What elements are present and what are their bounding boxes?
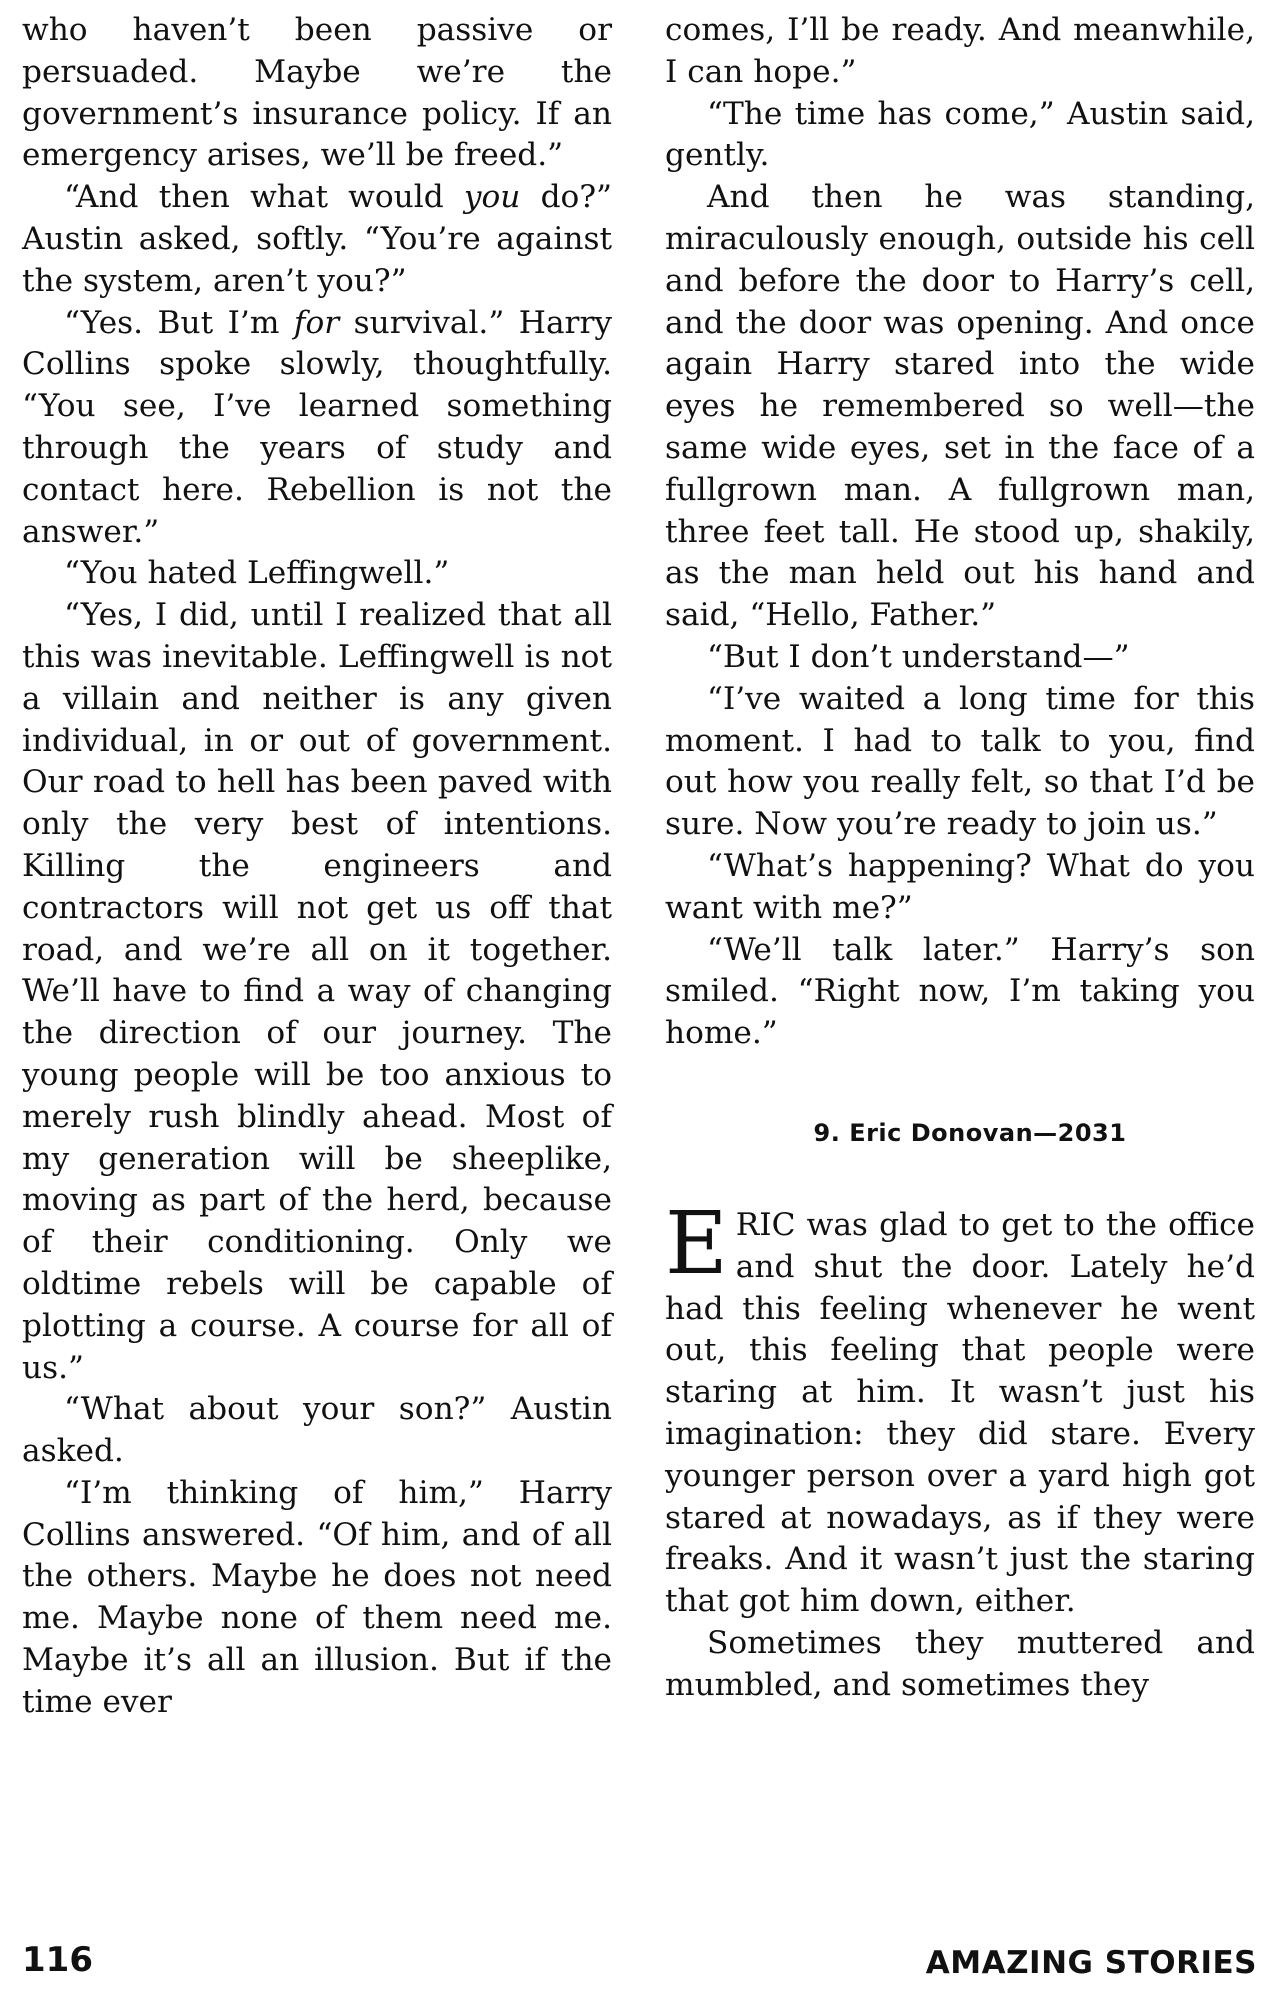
paragraph: comes, I’ll be ready. And meanwhile, I can hope.” bbox=[665, 12, 1255, 90]
paragraph: “I’m thinking of him,” Harry Collins answered. “Of him, and of all the others. Maybe he does not need me. Maybe none of them need me. Maybe it’s all an illusion. But if the time ever bbox=[22, 1474, 612, 1720]
paragraph: “We’ll talk later.” Harry’s son smiled. “Right now, I’m taking you home.” bbox=[665, 931, 1255, 1052]
left-column bbox=[22, 10, 612, 1724]
page-number: 116 bbox=[22, 1940, 93, 1980]
paragraph: “But I don’t understand—” bbox=[707, 638, 1130, 675]
paragraph: ERIC was glad to get to the office and shut the door. Lately he’d had this feeling whenever he went out, this feeling that people were staring at him. It wasn’t just his imagination: they did stare. Every younger person over a yard high got stared at nowadays, as if they were freaks. And it wasn’t just the staring that got him down, either. bbox=[665, 1193, 1255, 1620]
paragraph: And then he was standing, miraculously enough, outside his cell and before the door to Harry’s cell, and the door was opening. And once again Harry stared into the wide eyes he remembered so well—the same wide eyes, set in the face of a fullgrown man. A fullgrown man, three feet tall. He stood up, shakily, as the man held out his hand and said, “Hello, Father.” bbox=[665, 179, 1255, 634]
paragraph: “And then what would you do?” Austin asked, softly. “You’re against the system, aren’t you?” bbox=[22, 179, 612, 299]
paragraph: “Yes, I did, until I realized that all this was inevitable. Leffingwell is not a villain and neither is any given individual, in or out of government. Our road to hell has been paved with only the very best of intentions. Killing the engineers and contractors will not get us off that road, and we’re all on it together. We’ll have to find a way of changing the direction of our journey. The young people will be too anxious to merely rush blindly ahead. Most of my generation will be sheeplike, moving as part of the herd, because of their conditioning. Only we oldtime rebels will be capable of plotting a course. A course for all of us.” bbox=[22, 597, 612, 1386]
paragraph: “What’s happening? What do you want with me?” bbox=[665, 847, 1255, 926]
section-heading: 9. Eric Donovan—2031 bbox=[813, 1118, 1127, 1147]
paragraph: “You hated Leffingwell.” bbox=[64, 555, 450, 592]
paragraph: Sometimes they muttered and mumbled, and sometimes they bbox=[665, 1624, 1255, 1703]
paragraph: “What about your son?” Austin asked. bbox=[22, 1391, 612, 1470]
paragraph: “Yes. But I’m for survival.” Harry Collins spoke slowly, thoughtfully. “You see, I’ve learned something through the years of study and contact here. Rebellion is not the answer.” bbox=[22, 304, 612, 550]
right-column bbox=[665, 10, 1255, 1706]
section-spacer bbox=[665, 1153, 1255, 1205]
magazine-title: AMAZING STORIES bbox=[925, 1945, 1257, 1981]
paragraph: who haven’t been passive or persuaded. Maybe we’re the government’s insurance policy. If an emergency arises, we’ll be freed.” bbox=[22, 12, 612, 174]
section-spacer bbox=[665, 1055, 1255, 1113]
paragraph: “The time has come,” Austin said, gently. bbox=[665, 95, 1255, 174]
paragraph: “I’ve waited a long time for this moment. I had to talk to you, find out how you really felt, so that I’d be sure. Now you’re ready to join us.” bbox=[665, 680, 1255, 843]
drop-cap: E bbox=[665, 1193, 728, 1294]
